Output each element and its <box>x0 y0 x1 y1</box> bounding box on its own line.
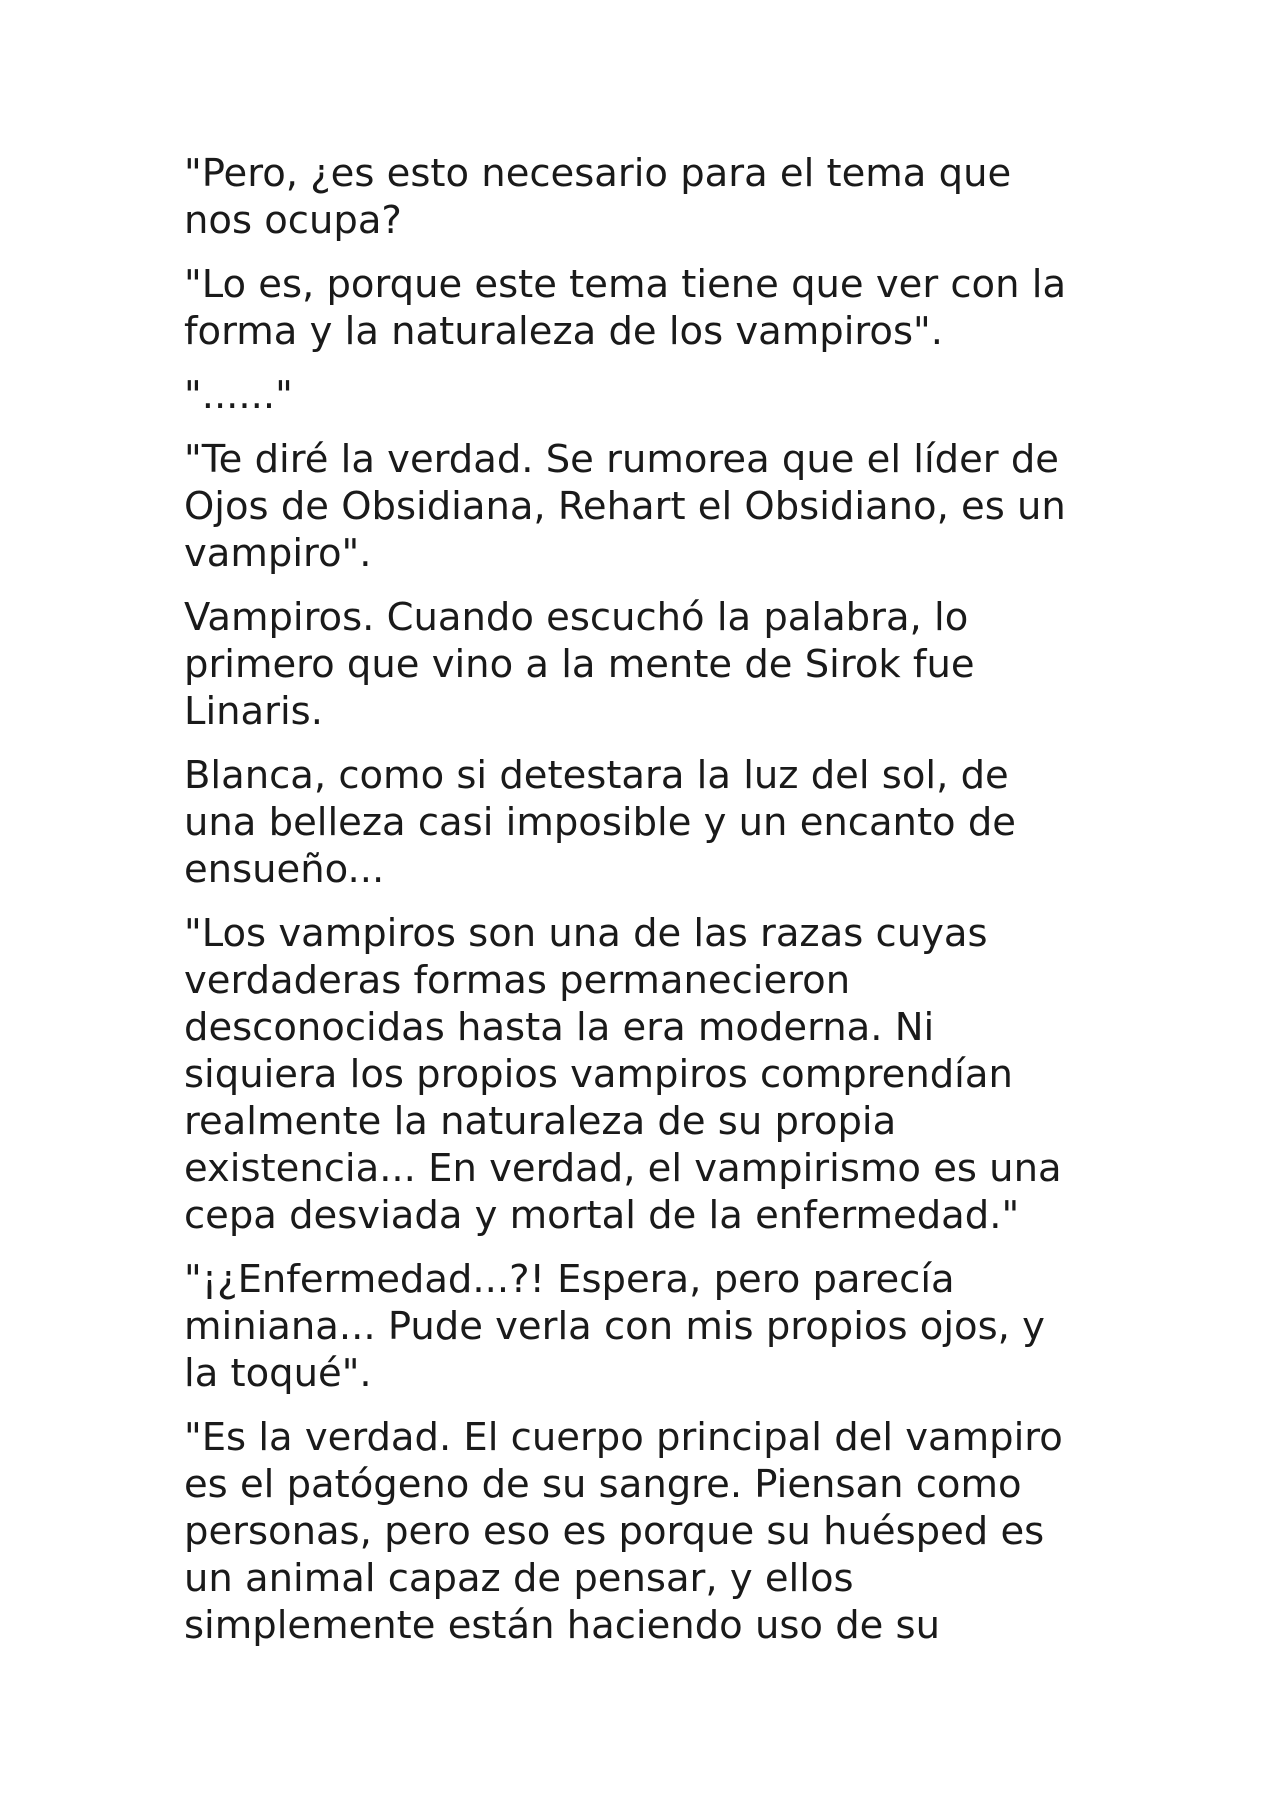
paragraph-5: Vampiros. Cuando escuchó la palabra, lo primero que vino a la mente de Sirok fue Linaris. <box>184 595 975 734</box>
paragraph-8: "¡¿Enfermedad...?! Espera, pero parecía miniana... Pude verla con mis propios ojos, y la toqué". <box>184 1257 1045 1396</box>
paragraph-7: "Los vampiros son una de las razas cuyas verdaderas formas permanecieron desconocidas hasta la era moderna. Ni siquiera los propios vampiros comprendían realmente la naturaleza de su propia existencia... En verdad, el vampirismo es una cepa desviada y mortal de la enfermedad." <box>184 911 1062 1238</box>
paragraph-4: "Te diré la verdad. Se rumorea que el líder de Ojos de Obsidiana, Rehart el Obsidiano, es un vampiro". <box>184 437 1066 576</box>
document-page <box>184 150 1104 1666</box>
paragraph-2: "Lo es, porque este tema tiene que ver con la forma y la naturaleza de los vampiros". <box>184 262 1067 354</box>
paragraph-6: Blanca, como si detestara la luz del sol, de una belleza casi imposible y un encanto de ensueño... <box>184 753 1016 892</box>
paragraph-9: "Es la verdad. El cuerpo principal del vampiro es el patógeno de su sangre. Piensan como personas, pero eso es porque su huésped es un animal capaz de pensar, y ellos simplemente están haciendo uso de su <box>184 1415 1063 1648</box>
paragraph-1: "Pero, ¿es esto necesario para el tema que nos ocupa? <box>184 151 1012 243</box>
paragraph-3: "......" <box>184 373 293 418</box>
